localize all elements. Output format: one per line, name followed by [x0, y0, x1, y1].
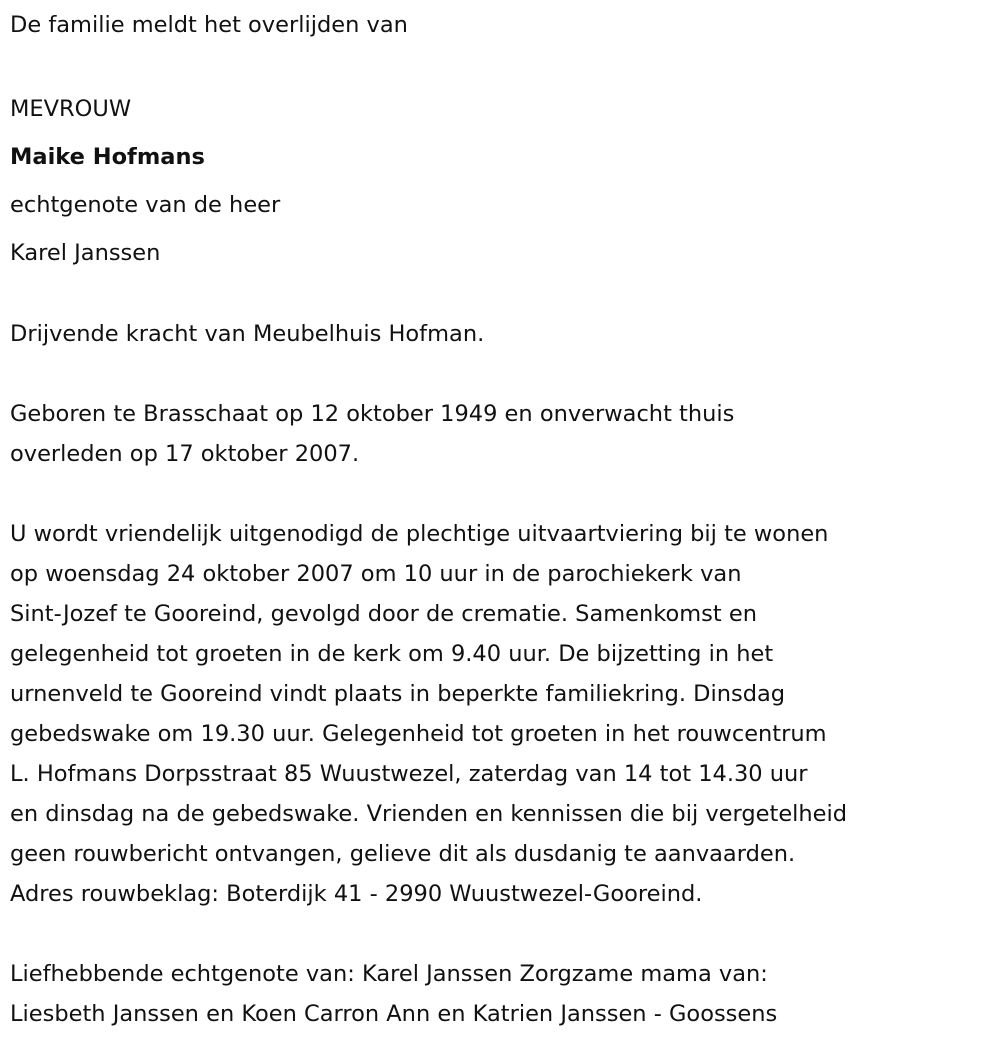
- spouse-name: Karel Janssen: [10, 240, 161, 266]
- paragraph-line: en dinsdag na de gebedswake. Vrienden en kennissen die bij vergetelheid: [10, 801, 848, 827]
- paragraph-line: Liesbeth Janssen en Koen Carron Ann en Katrien Janssen - Goossens: [10, 1001, 778, 1027]
- deceased-name: Maike Hofmans: [10, 144, 205, 170]
- tagline-paragraph: [10, 314, 1000, 354]
- paragraph-line: urnenveld te Gooreind vindt plaats in beperkte familiekring. Dinsdag: [10, 681, 786, 707]
- intro-paragraph: [10, 5, 1000, 45]
- paragraph-line: Liefhebbende echtgenote van: Karel Janssen Zorgzame mama van:: [10, 961, 768, 987]
- ceremony-paragraph: [10, 514, 1000, 914]
- intro-text: De familie meldt het overlijden van: [10, 12, 408, 38]
- paragraph-line: gebedswake om 19.30 uur. Gelegenheid tot groeten in het rouwcentrum: [10, 721, 827, 747]
- honorific: MEVROUW: [10, 96, 132, 122]
- paragraph-line: Adres rouwbeklag: Boterdijk 41 - 2990 Wuustwezel-Gooreind.: [10, 881, 703, 907]
- paragraph-line: geen rouwbericht ontvangen, gelieve dit als dusdanig te aanvaarden.: [10, 841, 796, 867]
- family-paragraph: [10, 954, 1000, 1034]
- paragraph-line: Geboren te Brasschaat op 12 oktober 1949 en onverwacht thuis: [10, 401, 735, 427]
- paragraph-line: Sint-Jozef te Gooreind, gevolgd door de crematie. Samenkomst en: [10, 601, 757, 627]
- tagline: Drijvende kracht van Meubelhuis Hofman.: [10, 321, 485, 347]
- paragraph-line: op woensdag 24 oktober 2007 om 10 uur in de parochiekerk van: [10, 561, 742, 587]
- paragraph-line: L. Hofmans Dorpsstraat 85 Wuustwezel, zaterdag van 14 tot 14.30 uur: [10, 761, 808, 787]
- paragraph-line: overleden op 17 oktober 2007.: [10, 441, 360, 467]
- paragraph-line: gelegenheid tot groeten in de kerk om 9.40 uur. De bijzetting in het: [10, 641, 774, 667]
- deceased-header: [10, 85, 1000, 277]
- birth-death-paragraph: [10, 394, 1000, 474]
- paragraph-line: U wordt vriendelijk uitgenodigd de plechtige uitvaartviering bij te wonen: [10, 521, 829, 547]
- relation-text: echtgenote van de heer: [10, 192, 281, 218]
